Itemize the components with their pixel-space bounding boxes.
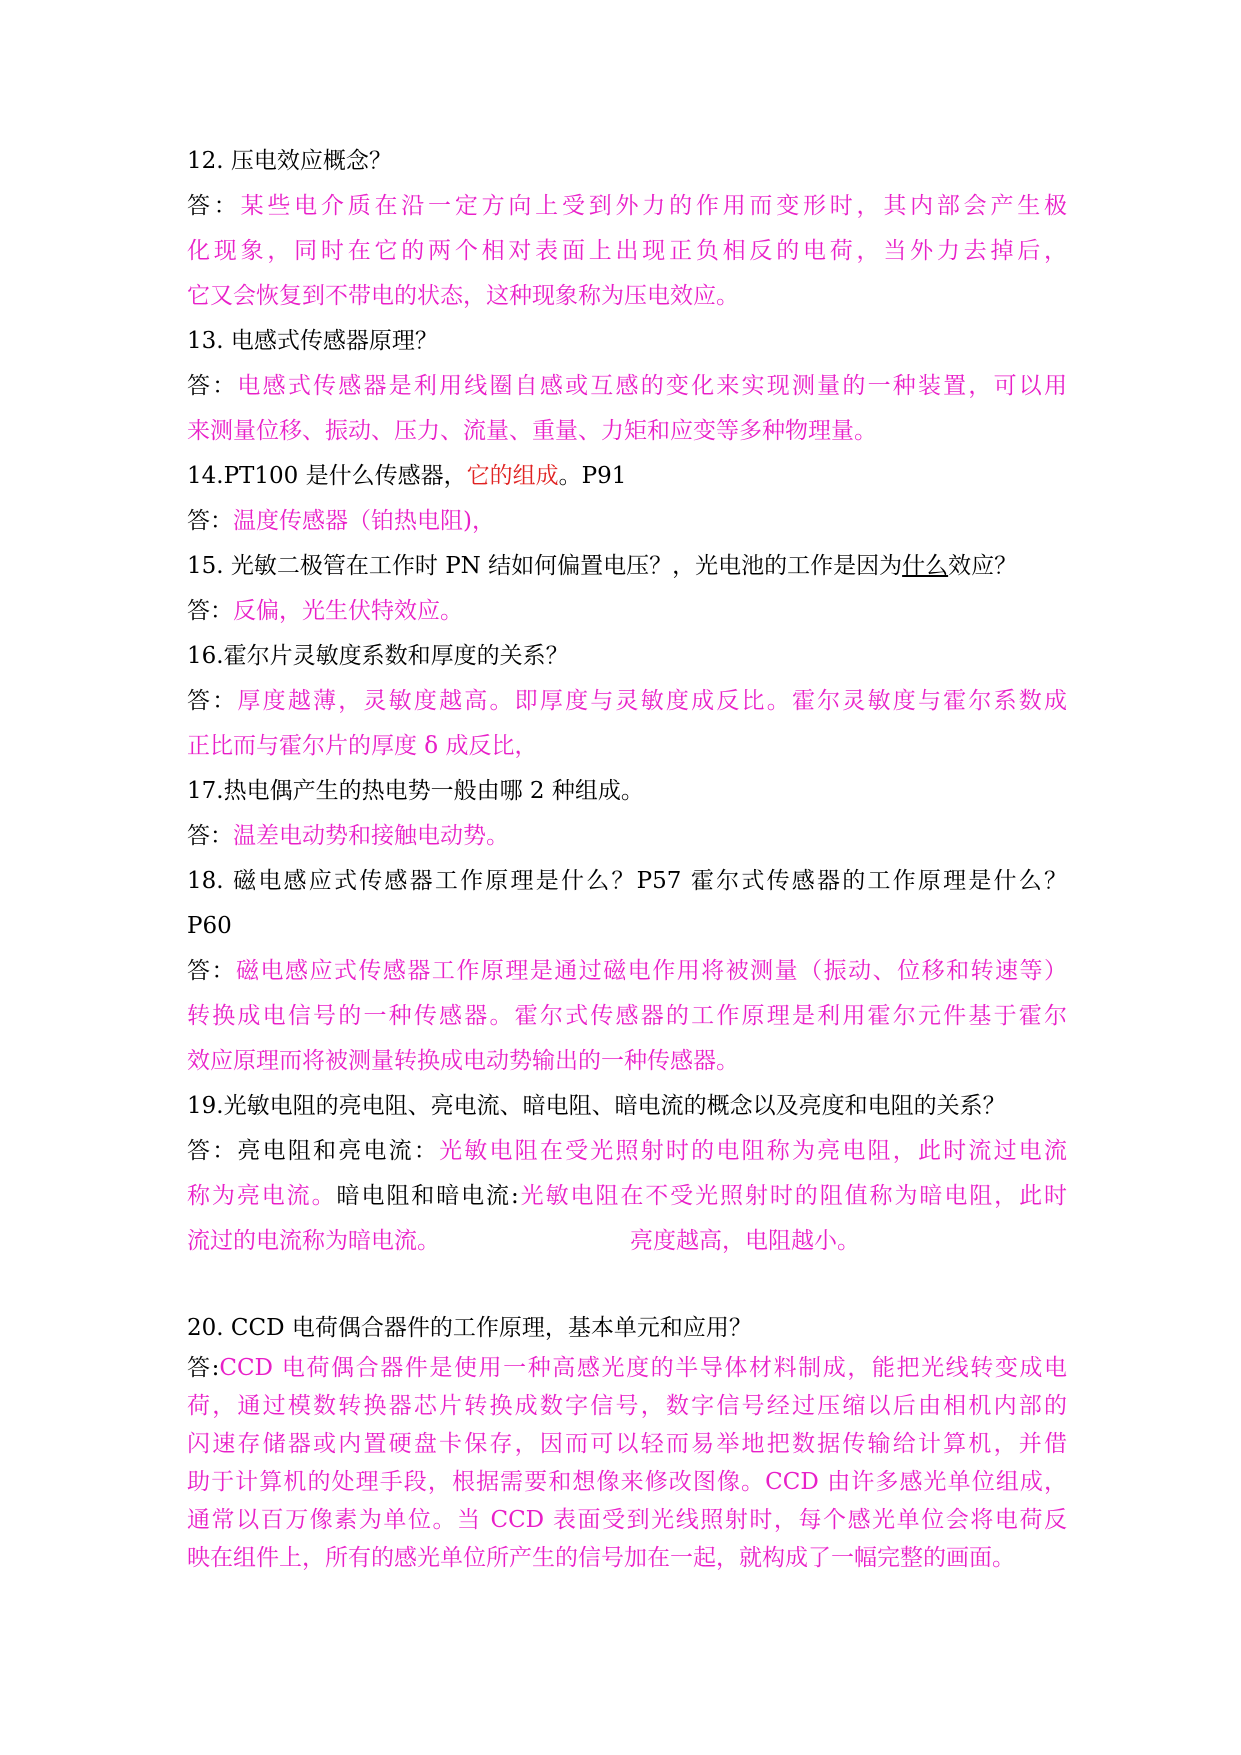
answer-12-line-3: 它又会恢复到不带电的状态，这种现象称为压电效应。 [187, 283, 739, 309]
underlined-text: 什么 [902, 553, 949, 579]
answer-20-line-2: 荷，通过模数转换器芯片转换成数字信号，数字信号经过压缩以后由相机内部的 [187, 1393, 1067, 1419]
question-18-line-2: P60 [187, 913, 232, 939]
question-13: 13. 电感式传感器原理？ [187, 328, 438, 354]
answer-19-line-2: 称为亮电流。暗电阻和暗电流:光敏电阻在不受光照射时的阻值称为暗电阻，此时 [187, 1183, 1068, 1209]
answer-17: 答：温差电动势和接触电动势。 [187, 823, 509, 849]
question-17: 17.热电偶产生的热电势一般由哪 2 种组成。 [187, 778, 644, 804]
qa-block-20 [187, 1313, 1067, 1581]
answer-14: 答：温度传感器（铂热电阻)， [187, 508, 495, 534]
answer-13-line-1: 答：电感式传感器是利用线圈自感或互感的变化来实现测量的一种装置，可以用 [187, 373, 1068, 399]
answer-12-line-2: 化现象，同时在它的两个相对表面上出现正负相反的电荷，当外力去掉后， [187, 238, 1067, 264]
question-16: 16.霍尔片灵敏度系数和厚度的关系？ [187, 643, 569, 669]
answer-15: 答：反偏，光生伏特效应。 [187, 598, 463, 624]
answer-16-line-2: 正比而与霍尔片的厚度 δ 成反比， [187, 733, 538, 759]
question-14: 14.PT100 是什么传感器，它的组成。P91 [187, 463, 627, 489]
question-19: 19.光敏电阻的亮电阻、亮电流、暗电阻、暗电流的概念以及亮度和电阻的关系？ [187, 1093, 1006, 1119]
qa-block-1 [187, 146, 1067, 1271]
answer-12-line-1: 答：某些电介质在沿一定方向上受到外力的作用而变形时，其内部会产生极 [187, 193, 1067, 219]
answer-20-line-4: 助于计算机的处理手段，根据需要和想像来修改图像。CCD 由许多感光单位组成， [187, 1469, 1067, 1495]
answer-20-line-3: 闪速存储器或内置硬盘卡保存，因而可以轻而易举地把数据传输给计算机，并借 [187, 1431, 1067, 1457]
answer-19-line-1: 答：亮电阻和亮电流：光敏电阻在受光照射时的电阻称为亮电阻，此时流过电流 [187, 1138, 1068, 1164]
highlight-text: 它的组成 [466, 463, 559, 489]
answer-16-line-1: 答：厚度越薄，灵敏度越高。即厚度与灵敏度成反比。霍尔灵敏度与霍尔系数成 [187, 688, 1068, 714]
answer-18-line-2: 转换成电信号的一种传感器。霍尔式传感器的工作原理是利用霍尔元件基于霍尔 [187, 1003, 1067, 1029]
answer-20-line-1: 答:CCD 电荷偶合器件是使用一种高感光度的半导体材料制成，能把光线转变成电 [187, 1355, 1068, 1381]
question-20: 20. CCD 电荷偶合器件的工作原理，基本单元和应用？ [187, 1315, 752, 1341]
answer-20-line-5: 通常以百万像素为单位。当 CCD 表面受到光线照射时，每个感光单位会将电荷反 [187, 1507, 1067, 1533]
answer-13-line-2: 来测量位移、振动、压力、流量、重量、力矩和应变等多种物理量。 [187, 418, 877, 444]
answer-18-line-3: 效应原理而将被测量转换成电动势输出的一种传感器。 [187, 1048, 739, 1074]
question-12: 12. 压电效应概念？ [187, 148, 392, 174]
answer-19-line-3: 流过的电流称为暗电流。 亮度越高，电阻越小。 [187, 1228, 860, 1254]
answer-18-line-1: 答：磁电感应式传感器工作原理是通过磁电作用将被测量（振动、位移和转速等） [187, 958, 1068, 984]
answer-20-line-6: 映在组件上，所有的感光单位所产生的信号加在一起，就构成了一幅完整的画面。 [187, 1545, 1015, 1571]
question-15: 15. 光敏二极管在工作时 PN 结如何偏置电压？，光电池的工作是因为什么效应？ [187, 553, 1018, 579]
question-18-line-1: 18. 磁电感应式传感器工作原理是什么？P57 霍尔式传感器的工作原理是什么？ [187, 868, 1067, 894]
